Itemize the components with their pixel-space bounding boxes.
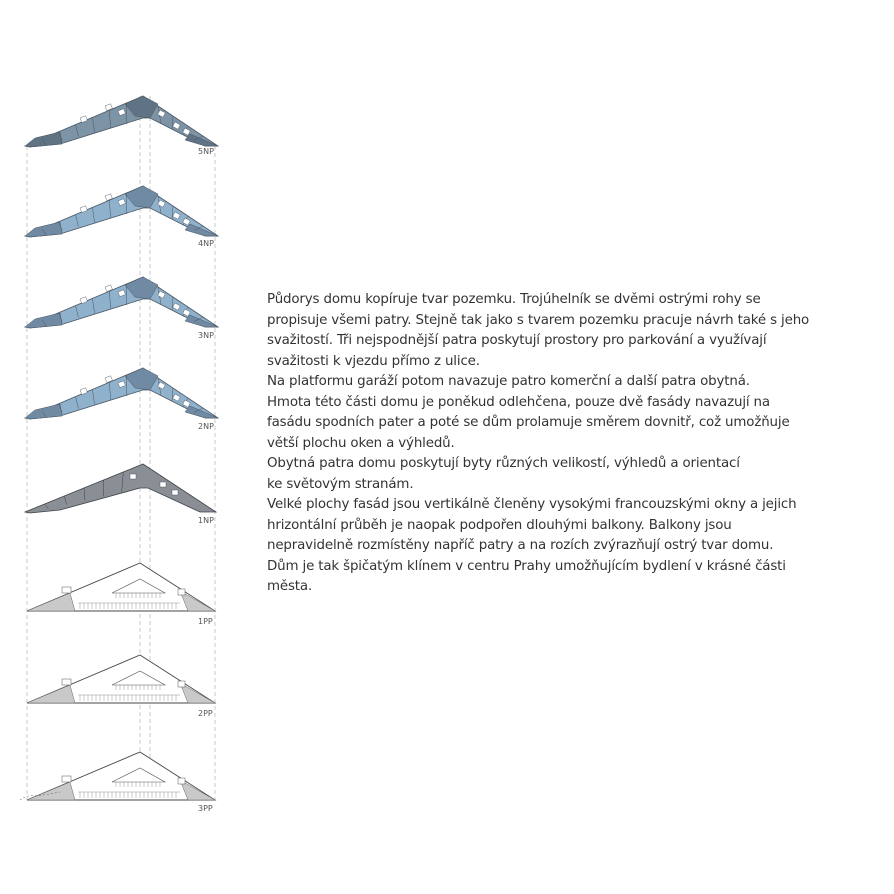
floor-label: 3NP xyxy=(198,331,214,340)
floor-plan-1np xyxy=(25,464,216,525)
floor-label: 3PP xyxy=(198,804,213,813)
stair-core xyxy=(62,776,71,782)
bathroom xyxy=(160,482,166,487)
description-line: Dům je tak špičatým klínem v centru Prahy umožňujícím bydlení v krásné části xyxy=(267,558,786,574)
stair-core xyxy=(178,681,185,687)
description-line: fasádu spodních pater a poté se dům prolamuje směrem dovnitř, což umožňuje xyxy=(267,415,790,430)
floor-label: 4NP xyxy=(198,239,214,248)
description-line: propisuje všemi patry. Stejně tak jako s tvarem pozemku pracuje návrh také s jeho xyxy=(267,312,810,328)
stair-core xyxy=(178,589,185,595)
floor-label: 2NP xyxy=(198,422,214,431)
project-description xyxy=(267,290,867,598)
floor-slab xyxy=(25,464,216,513)
apartment-block xyxy=(25,313,62,328)
description-line: Hmota této části domu je poněkud odlehčena, pouze dvě fasády navazují na xyxy=(267,394,770,410)
technical-room xyxy=(27,685,75,703)
floor-plan-1pp xyxy=(27,563,215,626)
floor-label: 1NP xyxy=(198,516,214,525)
description-line: města. xyxy=(267,579,313,594)
technical-room xyxy=(27,593,75,611)
floor-plan-5np xyxy=(25,96,218,156)
stair-core xyxy=(62,587,71,593)
description-line: hrizontální průběh je naopak podpořen dlouhými balkony. Balkony jsou xyxy=(267,517,732,533)
apartment-block xyxy=(25,222,62,237)
technical-room xyxy=(27,782,75,800)
apartment-block xyxy=(25,132,62,147)
description-line: svažitosti k vjezdu přímo z ulice. xyxy=(267,353,480,369)
description-line: větší plochu oken a výhledů. xyxy=(267,435,455,451)
floor-plan-2pp xyxy=(27,655,215,718)
description-line: Půdorys domu kopíruje tvar pozemku. Trojúhelník se dvěmi ostrými rohy se xyxy=(267,292,761,307)
bathroom xyxy=(172,490,178,495)
description-line: Velké plochy fasád jsou vertikálně členěny vysokými francouzskými okny a jejich xyxy=(267,497,797,512)
description-line: Obytná patra domu poskytují byty různých velikostí, výhledů a orientací xyxy=(267,456,740,471)
floor-plan-3np xyxy=(25,277,218,340)
floor-plan-4np xyxy=(25,186,218,248)
floor-label: 1PP xyxy=(198,617,213,626)
description-line: ke světovým stranám. xyxy=(267,476,414,492)
floor-plan-3pp xyxy=(20,752,215,813)
description-line: nepravidelně rozmístěny napříč patry a na rozích zvýrazňují ostrý tvar domu. xyxy=(267,538,774,553)
floor-label: 2PP xyxy=(198,709,213,718)
floor-plan-2np xyxy=(25,368,218,431)
bathroom xyxy=(130,474,136,479)
description-line: svažitostí. Tři nejspodnější patra poskytují prostory pro parkování a využívají xyxy=(267,333,767,348)
stair-core xyxy=(178,778,185,784)
floor-plans-stack xyxy=(20,96,218,813)
description-line: Na platformu garáží potom navazuje patro komerční a další patra obytná. xyxy=(267,374,750,389)
stair-core xyxy=(62,679,71,685)
apartment-block xyxy=(25,404,62,419)
floor-label: 5NP xyxy=(198,147,214,156)
